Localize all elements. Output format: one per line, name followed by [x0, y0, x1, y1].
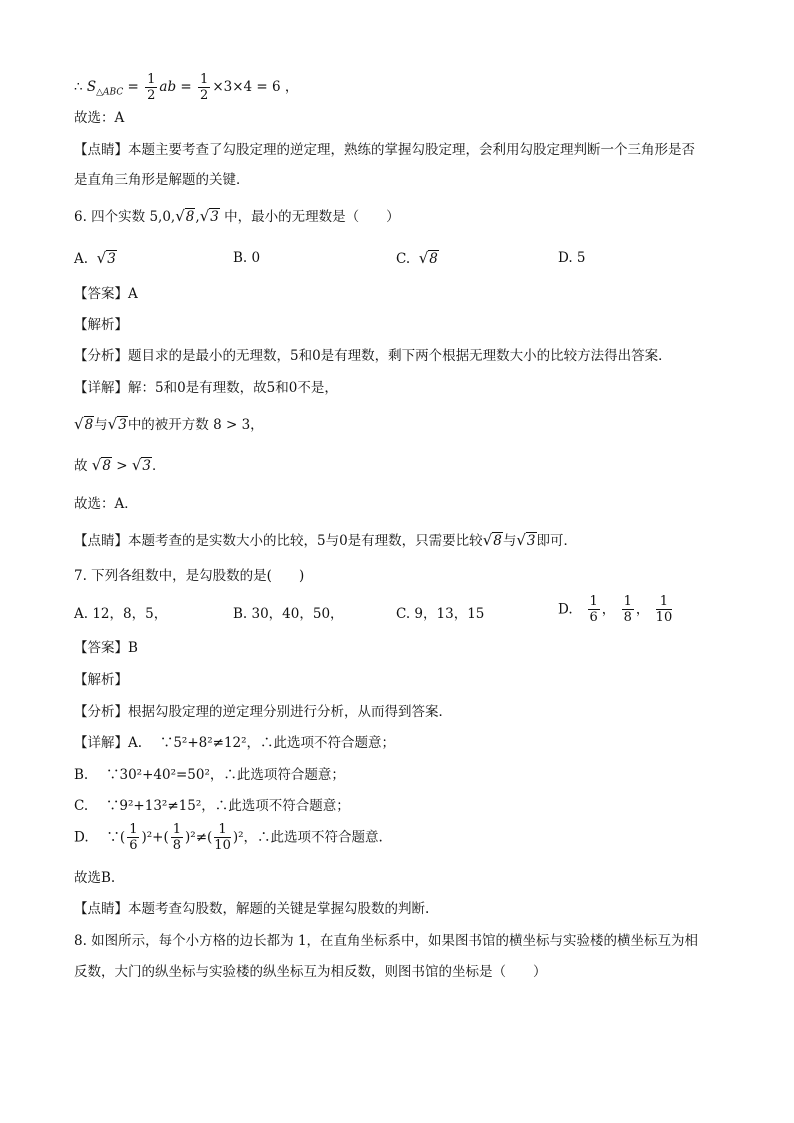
fraction: $\frac{1}{2}$	[200, 72, 209, 103]
q5-comment-line1: 【点睛】本题主要考查了勾股定理的逆定理，熟练的掌握勾股定理，会利用勾股定理判断一个三角形是否	[74, 142, 695, 158]
q7-option-d: D. $\frac{1}{6}$ ， $\frac{1}{8}$ ， $\frac{1}{10}$	[558, 594, 673, 625]
sqrt: √3	[199, 207, 219, 225]
q7-option-b: B. 30，40，50，	[233, 606, 344, 622]
q7-choose: 故选B.	[74, 870, 116, 886]
q7-detail-c: C. ∵9²+13²≠15²，∴此选项不符合题意；	[74, 798, 350, 814]
q6-xiangjie: 【详解】解：5和0是有理数，故5和0不是，	[74, 380, 338, 396]
q7-stem: 7. 下列各组数中，是勾股数的是( )	[74, 568, 305, 584]
q8-stem-line2: 反数，大门的纵坐标与实验楼的纵坐标互为相反数，则图书馆的坐标是（ ）	[74, 964, 547, 980]
q7-answer: 【答案】B	[74, 640, 138, 656]
area-formula-line: ∴ $S_{\triangle ABC}$ = $\frac{1}{2}$ ab = $\frac{1}{2}$ ×3×4 = 6 ，	[74, 72, 299, 103]
q6-option-d: D. 5	[558, 250, 586, 266]
q6-option-c: C. √8	[396, 249, 438, 267]
q7-comment: 【点睛】本题考查勾股数，解题的关键是掌握勾股数的判断.	[74, 901, 430, 917]
q6-comment: 【点睛】本题考查的是实数大小的比较，5与0是有理数，只需要比较√8与√3即可．	[74, 531, 577, 549]
fraction: $\frac{1}{2}$	[147, 72, 156, 103]
q7-detail-a: 【详解】A. ∵5²+8²≠12²，∴此选项不符合题意；	[74, 735, 396, 751]
q6-option-b: B. 0	[233, 250, 261, 266]
q6-answer: 【答案】A	[74, 286, 138, 302]
q7-detail-b: B. ∵30²+40²=50²，∴此选项符合题意；	[74, 767, 345, 783]
q5-choose: 故选：A	[74, 110, 125, 126]
q8-stem-line1: 8. 如图所示，每个小方格的边长都为 1，在直角坐标系中，如果图书馆的横坐标与实验楼的横坐标互为相	[74, 933, 699, 949]
q7-option-c: C. 9，13，15	[396, 606, 485, 622]
q6-stem: 6. 四个实数 5,0,√8,√3 中，最小的无理数是（ ）	[74, 207, 400, 225]
q5-comment-line2: 是直角三角形是解题的关键．	[74, 172, 250, 188]
q7-analysis-heading: 【解析】	[74, 672, 128, 688]
q6-conclusion: 故 √8 > √3．	[74, 456, 166, 474]
q6-option-a: A. √3	[74, 249, 116, 267]
q7-fenxi: 【分析】根据勾股定理的逆定理分别进行分析，从而得到答案．	[74, 704, 452, 720]
q7-detail-d: D. ∵( $\frac{1}{6}$ )²+( $\frac{1}{8}$ )²≠( $\frac{1}{10}$ )²，∴此选项不符合题意.	[74, 822, 383, 853]
q7-option-a: A. 12，8，5，	[74, 606, 168, 622]
q6-choose: 故选：A．	[74, 496, 138, 512]
sqrt: √8	[175, 207, 195, 225]
q6-fenxi: 【分析】题目求的是最小的无理数，5和0是有理数，剩下两个根据无理数大小的比较方法得出答案．	[74, 348, 672, 364]
q6-radicand-compare: √8与√3中的被开方数 8 > 3，	[74, 415, 264, 433]
q6-analysis-heading: 【解析】	[74, 317, 128, 333]
